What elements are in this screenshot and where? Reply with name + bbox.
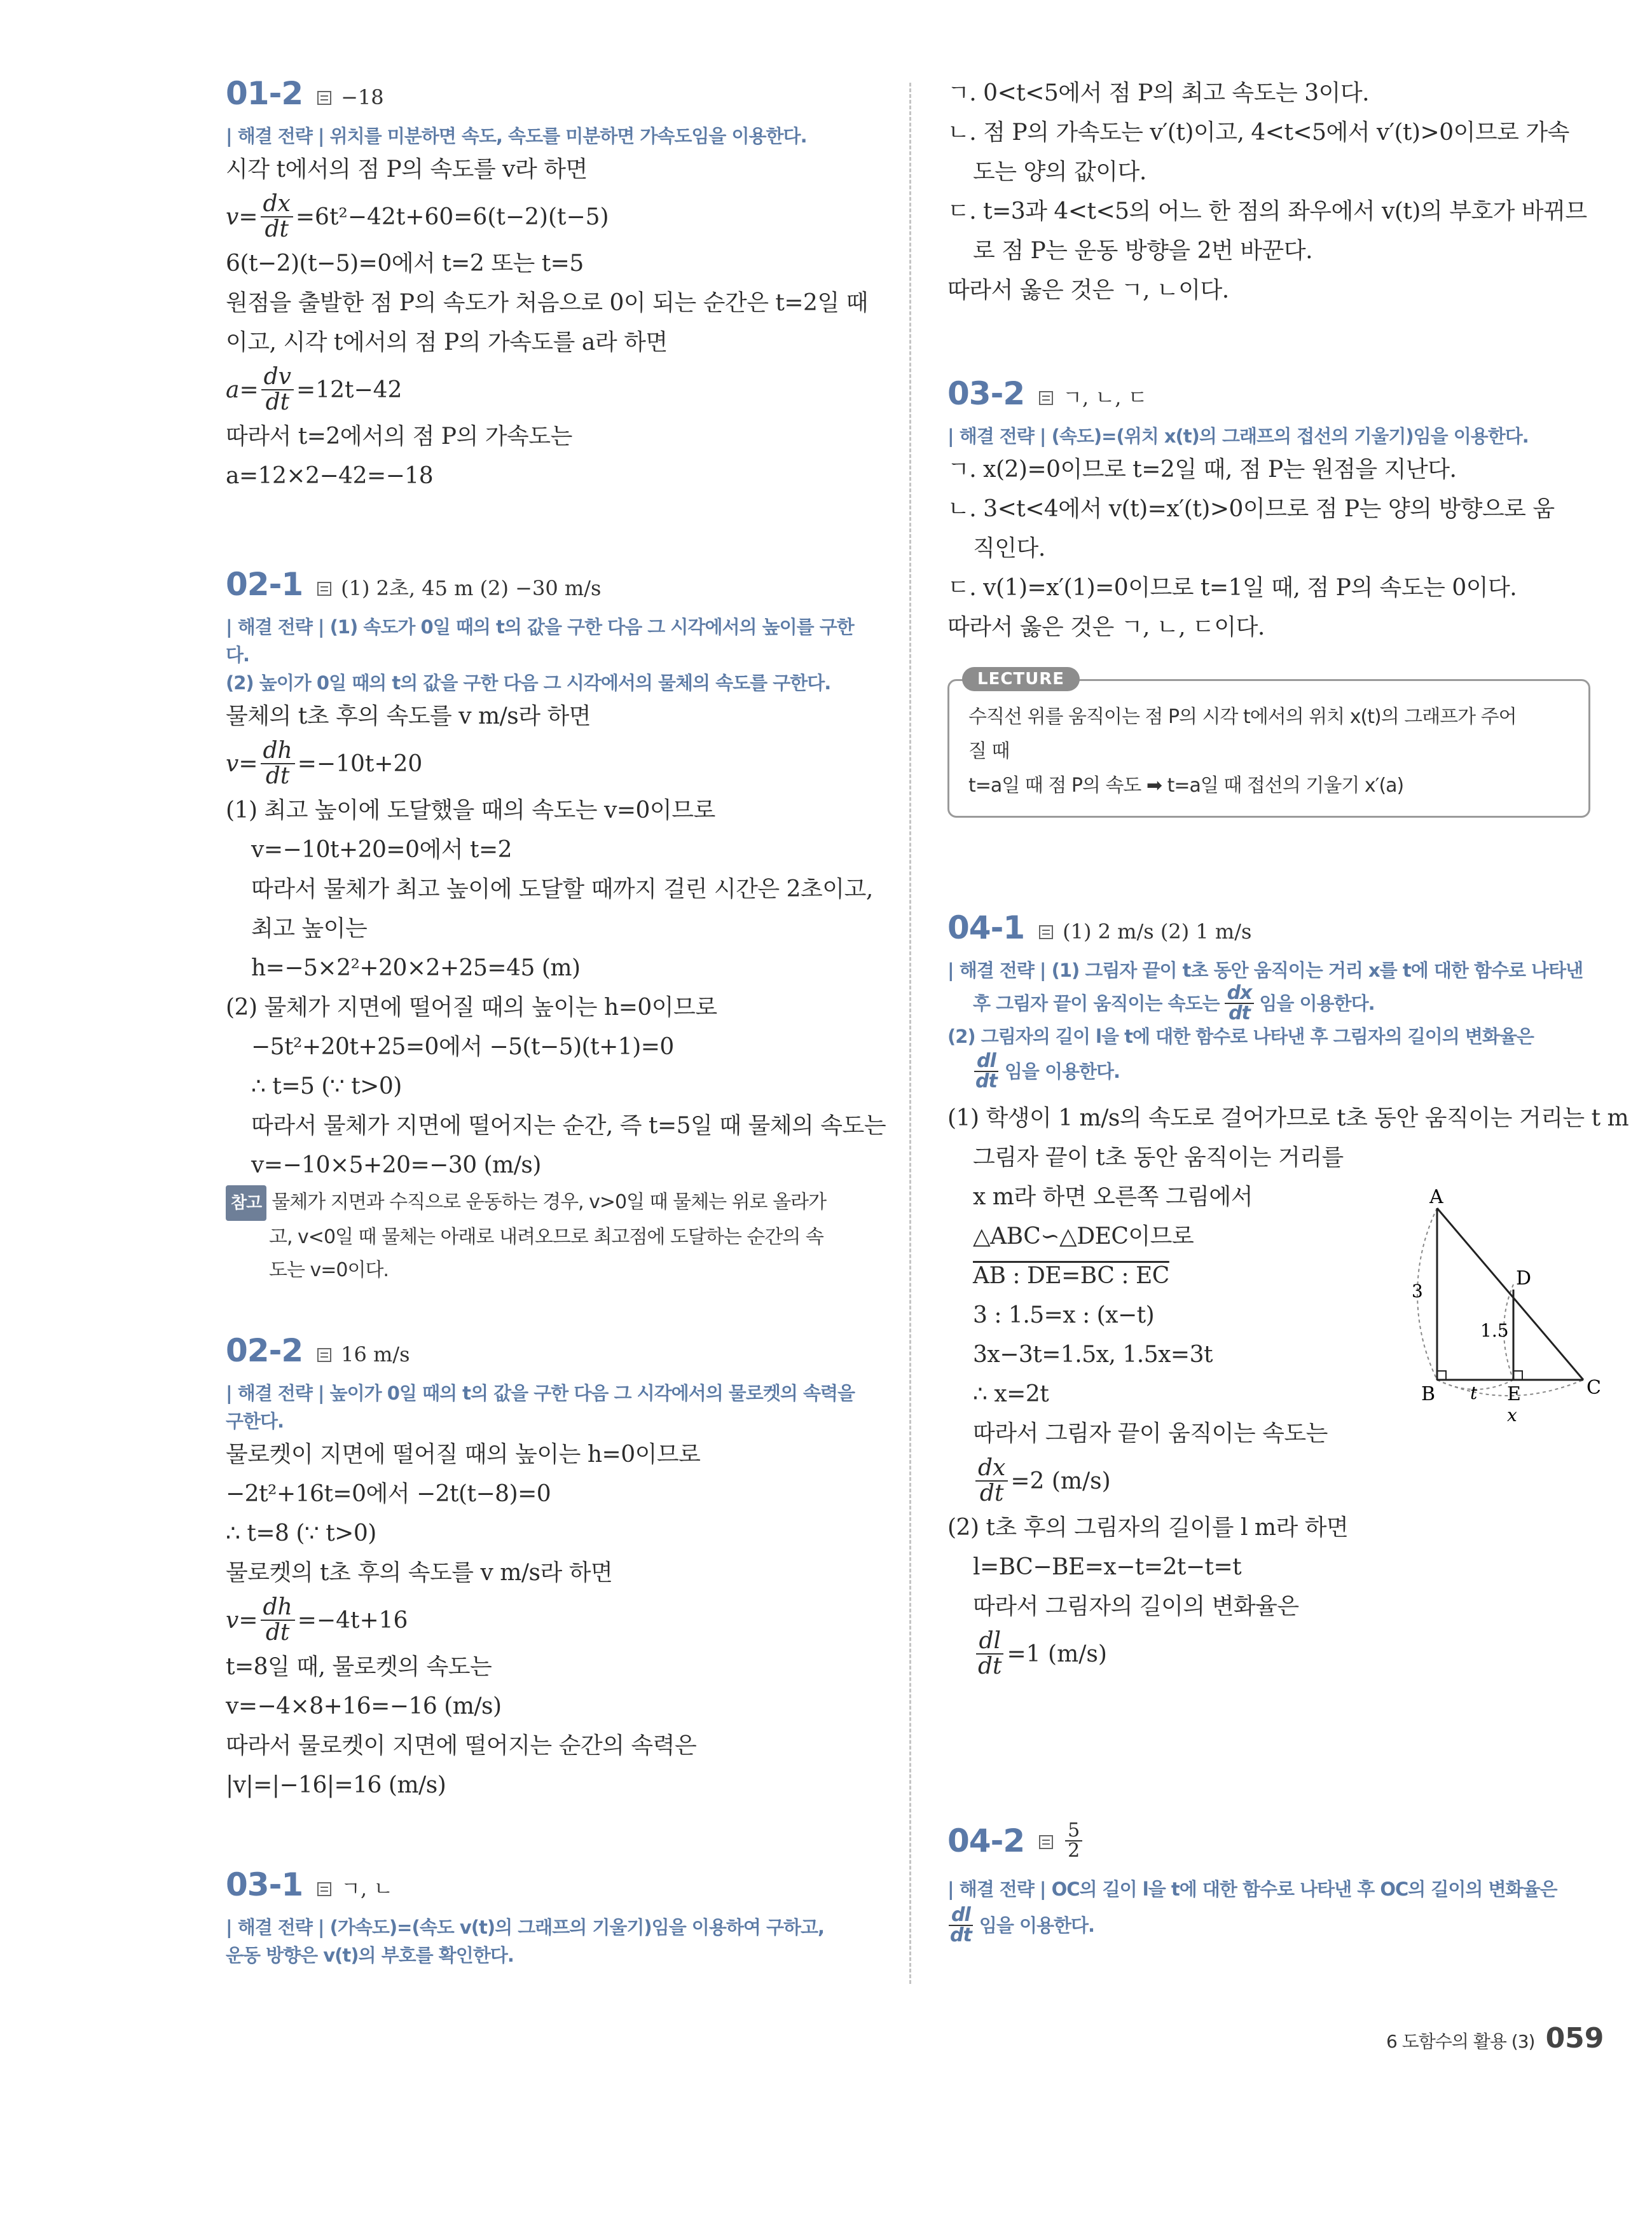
solution-line: 따라서 물체가 최고 높이에 도달할 때까지 걸린 시간은 2초이고, — [251, 876, 873, 902]
problem-01-2 — [226, 75, 868, 496]
fraction — [261, 192, 293, 242]
equation-lhs: v= — [226, 203, 258, 230]
answer-icon — [1038, 390, 1054, 406]
equation-lhs: v= — [226, 750, 258, 777]
lecture-body — [949, 681, 1588, 816]
fraction-numerator: dx — [261, 192, 293, 217]
label-be-length: t — [1470, 1382, 1478, 1403]
strategy-text: 구한다. — [226, 1410, 284, 1432]
page-number: 059 — [1545, 2022, 1604, 2054]
solution-line: 따라서 그림자 끝이 움직이는 속도는 — [973, 1421, 1328, 1447]
answer-text: (1) 2초, 45 m (2) −30 m/s — [341, 576, 602, 600]
lecture-line: t=a일 때 점 P의 속도 ➡ t=a일 때 접선의 기울기 x′(a) — [968, 774, 1404, 797]
answer-text: ㄱ, ㄴ, ㄷ — [1063, 385, 1148, 410]
answer-text: −18 — [341, 85, 384, 109]
solution-line: ∴ t=8 (∵ t>0) — [226, 1520, 376, 1546]
solution-line: 물로켓이 지면에 떨어질 때의 높이는 h=0이므로 — [226, 1442, 701, 1468]
fraction-numerator: dl — [976, 1629, 1003, 1655]
equation-rhs: =1 (m/s) — [1007, 1641, 1107, 1667]
solution-line: 따라서 물로켓이 지면에 떨어지는 순간의 속력은 — [226, 1733, 697, 1759]
problem-number: 01-2 — [226, 75, 303, 112]
fraction-denominator: dt — [265, 389, 290, 415]
fraction — [1225, 984, 1255, 1023]
solution-line: (2) 물체가 지면에 떨어질 때의 높이는 h=0이므로 — [226, 995, 717, 1021]
solution-line: 물로켓의 t초 후의 속도를 v m/s라 하면 — [226, 1560, 613, 1586]
label-ab-length: 3 — [1412, 1281, 1423, 1302]
solution-line: 따라서 물체가 지면에 떨어지는 순간, 즉 t=5일 때 물체의 속도는 — [251, 1113, 886, 1139]
answer-text: ㄱ, ㄴ — [341, 1876, 394, 1901]
strategy-text-line — [947, 1050, 1593, 1092]
solution-line: v=−10t+20=0에서 t=2 — [251, 837, 513, 863]
solution-line: 로 점 P는 운동 방향을 2번 바꾼다. — [973, 238, 1313, 264]
fraction-numerator: dh — [261, 1595, 295, 1621]
solution-line: a=12×2−42=−18 — [226, 463, 434, 489]
problem-header — [226, 566, 868, 610]
page-footer — [1386, 2022, 1604, 2054]
fraction-numerator: dx — [975, 1456, 1008, 1482]
right-angle-b — [1437, 1371, 1446, 1380]
strategy-text: | 해결 전략 | (속도)=(위치 x(t)의 그래프의 접선의 기울기)임을 이용한다. — [947, 425, 1529, 447]
solution-line: 시각 t에서의 점 P의 속도를 v라 하면 — [226, 156, 588, 182]
fraction-numerator: dh — [261, 739, 295, 764]
fraction-denominator: dt — [1229, 1002, 1250, 1024]
answer-fraction — [1065, 1821, 1082, 1861]
fraction-denominator: dt — [975, 1070, 997, 1092]
solution-line: ㄷ. v(1)=x′(1)=0이므로 t=1일 때, 점 P의 속도는 0이다. — [947, 575, 1517, 601]
strategy-text: 임을 이용한다. — [1004, 1061, 1120, 1082]
strategy-text: 임을 이용한다. — [979, 1915, 1095, 1936]
answer-icon — [1038, 1834, 1054, 1850]
solution-line: (1) 학생이 1 m/s의 속도로 걸어가므로 t초 동안 움직이는 거리는 t m — [947, 1105, 1629, 1131]
fraction-denominator: 2 — [1068, 1840, 1080, 1862]
similar-triangles-figure — [1393, 1186, 1601, 1431]
solution-line: x m라 하면 오른쪽 그림에서 — [973, 1184, 1253, 1210]
strategy-text-line — [947, 984, 1593, 1022]
fraction-numerator: dl — [974, 1052, 998, 1072]
answer-icon — [317, 1347, 332, 1363]
answer-icon — [1038, 925, 1054, 940]
problem-03-1 — [226, 1866, 868, 1969]
strategy-text: (2) 높이가 0일 때의 t의 값을 구한 다음 그 시각에서의 물체의 속도를 구한다. — [226, 672, 831, 694]
fraction — [973, 1052, 1000, 1091]
fraction-denominator: dt — [979, 1480, 1004, 1506]
label-de-length: 1.5 — [1480, 1320, 1509, 1341]
equation-line — [226, 362, 868, 417]
lecture-tag: LECTURE — [962, 667, 1080, 691]
solution-line: 따라서 그림자의 길이의 변화율은 — [973, 1593, 1299, 1620]
equation-lhs: a= — [226, 376, 259, 403]
lecture-line: 질 때 — [968, 740, 1010, 762]
chapter-title: 6 도함수의 활용 (3) — [1386, 2031, 1535, 2052]
problem-number: 02-1 — [226, 566, 303, 603]
note-tag: 참고 — [226, 1185, 266, 1221]
solution-line: 도는 양의 값이다. — [973, 159, 1146, 185]
solution-line: 이고, 시각 t에서의 점 P의 가속도를 a라 하면 — [226, 329, 668, 355]
equation-rhs: =−4t+16 — [297, 1607, 408, 1634]
right-angle-e — [1513, 1371, 1522, 1380]
solution-line: −5t²+20t+25=0에서 −5(t−5)(t+1)=0 — [251, 1034, 674, 1060]
problem-number: 03-2 — [947, 375, 1025, 412]
problem-04-2 — [947, 1815, 1593, 1948]
fraction — [261, 1595, 295, 1645]
fraction-denominator: dt — [978, 1653, 1002, 1679]
problem-header — [947, 909, 1593, 954]
solution-line: 따라서 t=2에서의 점 P의 가속도는 — [226, 423, 572, 450]
problem-02-2 — [226, 1332, 868, 1805]
strategy-text: | 해결 전략 | 높이가 0일 때의 t의 값을 구한 다음 그 시각에서의 물로켓의 속력을 — [226, 1382, 855, 1404]
solution-line: 직인다. — [973, 535, 1045, 561]
solution-line: (1) 최고 높이에 도달했을 때의 속도는 v=0이므로 — [226, 797, 715, 823]
strategy-text: | 해결 전략 | (가속도)=(속도 v(t)의 그래프의 기울기)임을 이용하여 구하고, — [226, 1917, 825, 1938]
solution-line: 3 : 1.5=x : (x−t) — [973, 1302, 1155, 1328]
fraction-numerator: dx — [1225, 984, 1255, 1004]
column-divider — [909, 83, 911, 1984]
strategy-text: | 해결 전략 | OC의 길이 l을 t에 대한 함수로 나타낸 후 OC의 길이의 변화율은 — [947, 1878, 1557, 1900]
solution-line: −2t²+16t=0에서 −2t(t−8)=0 — [226, 1481, 551, 1507]
problem-header — [947, 375, 1593, 420]
equation-rhs: =2 (m/s) — [1010, 1468, 1111, 1494]
problem-02-1 — [226, 566, 886, 1287]
fraction — [261, 739, 295, 788]
segment-expression: l=BC−BE=x−t=2t−t=t — [973, 1554, 1242, 1580]
solution-line: ㄱ. 0<t<5에서 점 P의 최고 속도는 3이다. — [947, 80, 1370, 106]
equation-line — [947, 1627, 1593, 1681]
answer-icon — [317, 581, 332, 596]
solution-line: 3x−3t=1.5x, 1.5x=3t — [973, 1342, 1213, 1368]
solution-line: 원점을 출발한 점 P의 속도가 처음으로 0이 되는 순간은 t=2일 때 — [226, 290, 868, 316]
note-text: 고, v<0일 때 물체는 아래로 내려오므로 최고점에 도달하는 순간의 속 — [269, 1226, 823, 1248]
strategy-text: 후 그림자 끝이 움직이는 속도는 — [973, 993, 1220, 1014]
solution-line: (2) t초 후의 그림자의 길이를 l m라 하면 — [947, 1515, 1349, 1541]
solution-line: 6(t−2)(t−5)=0에서 t=2 또는 t=5 — [226, 251, 584, 277]
problem-03-1-continued — [947, 74, 1593, 310]
solution-line — [947, 1548, 1593, 1587]
label-bc-length: x — [1507, 1405, 1517, 1426]
solution-line: ㄷ. t=3과 4<t<5의 어느 한 점의 좌우에서 v(t)의 부호가 바뀌므 — [947, 198, 1587, 224]
label-b: B — [1421, 1383, 1436, 1405]
fraction-numerator: dl — [949, 1906, 973, 1926]
strategy-text: | 해결 전략 | (1) 그림자 끝이 t초 동안 움직이는 거리 x를 t에 대한 함수로 나타낸 — [947, 960, 1583, 981]
equation-line — [947, 1454, 1593, 1508]
solution-line: t=8일 때, 물로켓의 속도는 — [226, 1654, 492, 1680]
lecture-line: 수직선 위를 움직이는 점 P의 시각 t에서의 위치 x(t)의 그래프가 주어 — [968, 706, 1517, 728]
strategy-text: (2) 그림자의 길이 l을 t에 대한 함수로 나타낸 후 그림자의 길이의 변화율은 — [947, 1026, 1534, 1047]
fraction — [975, 1456, 1008, 1506]
fraction-denominator: dt — [950, 1924, 972, 1946]
problem-03-2 — [947, 375, 1593, 647]
equation-rhs: =−10t+20 — [297, 750, 423, 777]
note-text: 도는 v=0이다. — [269, 1259, 389, 1281]
label-a: A — [1429, 1186, 1443, 1208]
label-c: C — [1587, 1377, 1601, 1399]
note-line — [226, 1185, 868, 1221]
problem-number: 02-2 — [226, 1332, 303, 1369]
equation-line — [226, 1593, 868, 1648]
fraction — [975, 1629, 1005, 1679]
solution-line: v=−4×8+16=−16 (m/s) — [226, 1693, 502, 1719]
solution-line: △ABC∽△DEC이므로 — [973, 1223, 1194, 1249]
fraction-numerator: dv — [261, 365, 294, 390]
equation-line — [226, 736, 868, 791]
segment-ac — [1437, 1208, 1583, 1380]
problem-number: 03-1 — [226, 1866, 303, 1903]
answer-text: 16 m/s — [341, 1342, 410, 1366]
problem-header — [226, 1332, 868, 1377]
problem-header — [226, 75, 868, 120]
solution-line: ∴ x=2t — [973, 1381, 1049, 1407]
note-text: 물체가 지면과 수직으로 운동하는 경우, v>0일 때 물체는 위로 올라가 — [272, 1191, 827, 1213]
answer-text: (1) 2 m/s (2) 1 m/s — [1063, 919, 1252, 944]
problem-header — [947, 1815, 1593, 1866]
fraction — [947, 1906, 974, 1945]
label-d: D — [1516, 1267, 1532, 1290]
solution-line: h=−5×2²+20×2+25=45 (m) — [251, 955, 581, 981]
lecture-box — [947, 670, 1590, 818]
solution-line: ㄴ. 3<t<4에서 v(t)=x′(t)>0이므로 점 P는 양의 방향으로 움 — [947, 496, 1555, 522]
fraction-denominator: dt — [265, 763, 290, 789]
solution-line: ㄱ. x(2)=0이므로 t=2일 때, 점 P는 원점을 지난다. — [947, 457, 1457, 483]
solution-line: ㄴ. 점 P의 가속도는 v′(t)이고, 4<t<5에서 v′(t)>0이므로 가속 — [947, 120, 1569, 146]
solution-line: 따라서 옳은 것은 ㄱ, ㄴ, ㄷ이다. — [947, 614, 1265, 640]
segment-ratio: AB : DE=BC : EC — [973, 1263, 1169, 1289]
solution-line: 최고 높이는 — [251, 916, 368, 942]
strategy-text: 운동 방향은 v(t)의 부호를 확인한다. — [226, 1944, 514, 1966]
problem-header — [226, 1866, 868, 1911]
fraction — [261, 365, 294, 415]
solution-line: 그림자 끝이 t초 동안 움직이는 거리를 — [973, 1145, 1344, 1171]
solution-line: |v|=|−16|=16 (m/s) — [226, 1772, 446, 1798]
fraction-numerator: 5 — [1065, 1821, 1082, 1841]
equation-rhs: =6t²−42t+60=6(t−2)(t−5) — [295, 203, 609, 230]
strategy-text-line — [947, 1903, 1593, 1948]
solution-line: ∴ t=5 (∵ t>0) — [251, 1073, 402, 1099]
strategy-text: 임을 이용한다. — [1259, 993, 1375, 1014]
equation-line — [226, 189, 868, 244]
fraction-denominator: dt — [265, 216, 289, 242]
problem-number: 04-2 — [947, 1822, 1025, 1859]
answer-icon — [317, 1882, 332, 1897]
fraction-denominator: dt — [265, 1620, 290, 1646]
answer-icon — [317, 90, 332, 106]
label-e: E — [1507, 1383, 1521, 1405]
solution-line: 물체의 t초 후의 속도를 v m/s라 하면 — [226, 703, 591, 729]
strategy-text: | 해결 전략 | 위치를 미분하면 속도, 속도를 미분하면 가속도임을 이용한다. — [226, 125, 807, 147]
equation-lhs: v= — [226, 1607, 258, 1634]
equation-rhs: =12t−42 — [296, 376, 403, 403]
solution-line: 따라서 옳은 것은 ㄱ, ㄴ이다. — [947, 277, 1229, 303]
problem-number: 04-1 — [947, 909, 1025, 946]
solution-line: v=−10×5+20=−30 (m/s) — [251, 1152, 541, 1178]
strategy-text: | 해결 전략 | (1) 속도가 0일 때의 t의 값을 구한 다음 그 시각에서의 높이를 구한다. — [226, 616, 854, 666]
